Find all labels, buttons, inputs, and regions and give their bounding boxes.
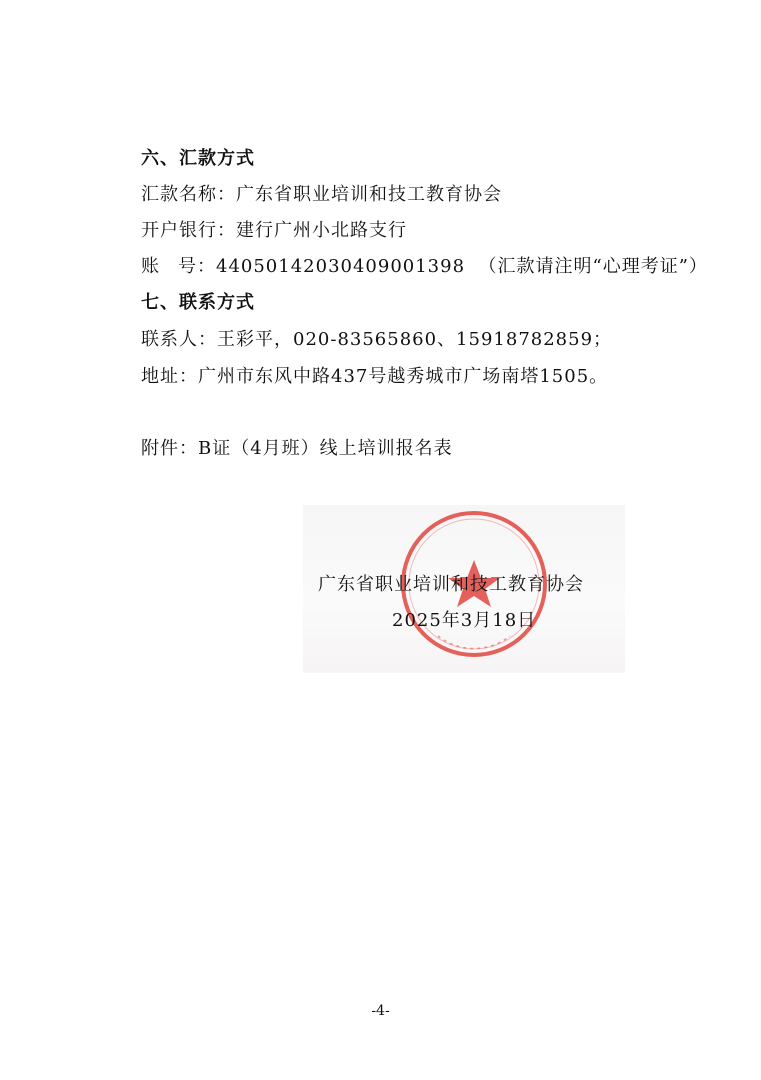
account-note: （汇款请注明“心理考证”） <box>478 256 708 277</box>
page-number: -4- <box>371 1003 390 1019</box>
section7-heading: 七、联系方式 <box>141 292 255 313</box>
account-label-part2: 号： <box>178 256 216 277</box>
contact-label: 联系人： <box>141 329 217 350</box>
account-name-row <box>141 182 502 208</box>
signature-organization: 广东省职业培训和技工教育协会 <box>318 574 584 595</box>
signature-date: 2025年3月18日 <box>392 610 537 631</box>
account-number-row <box>141 254 708 280</box>
account-name-value: 广东省职业培训和技工教育协会 <box>236 184 502 205</box>
address-row <box>141 364 608 390</box>
attachment-label: 附件： <box>141 438 198 459</box>
bank-label: 开户银行： <box>141 220 236 241</box>
contact-value: 王彩平，020-83565860、15918782859； <box>217 329 613 350</box>
contact-row <box>141 327 612 353</box>
address-label: 地址： <box>141 366 198 387</box>
account-number-value: 44050142030409001398 <box>216 256 466 277</box>
bank-value: 建行广州小北路支行 <box>236 220 407 241</box>
attachment-row <box>141 436 453 462</box>
bank-row <box>141 218 407 244</box>
attachment-value: B证（4月班）线上培训报名表 <box>198 438 453 459</box>
section6-heading: 六、汇款方式 <box>141 148 255 169</box>
address-value: 广州市东风中路437号越秀城市广场南塔1505。 <box>198 366 609 387</box>
account-name-label: 汇款名称： <box>141 184 236 205</box>
account-label-part1: 账 <box>141 256 160 277</box>
